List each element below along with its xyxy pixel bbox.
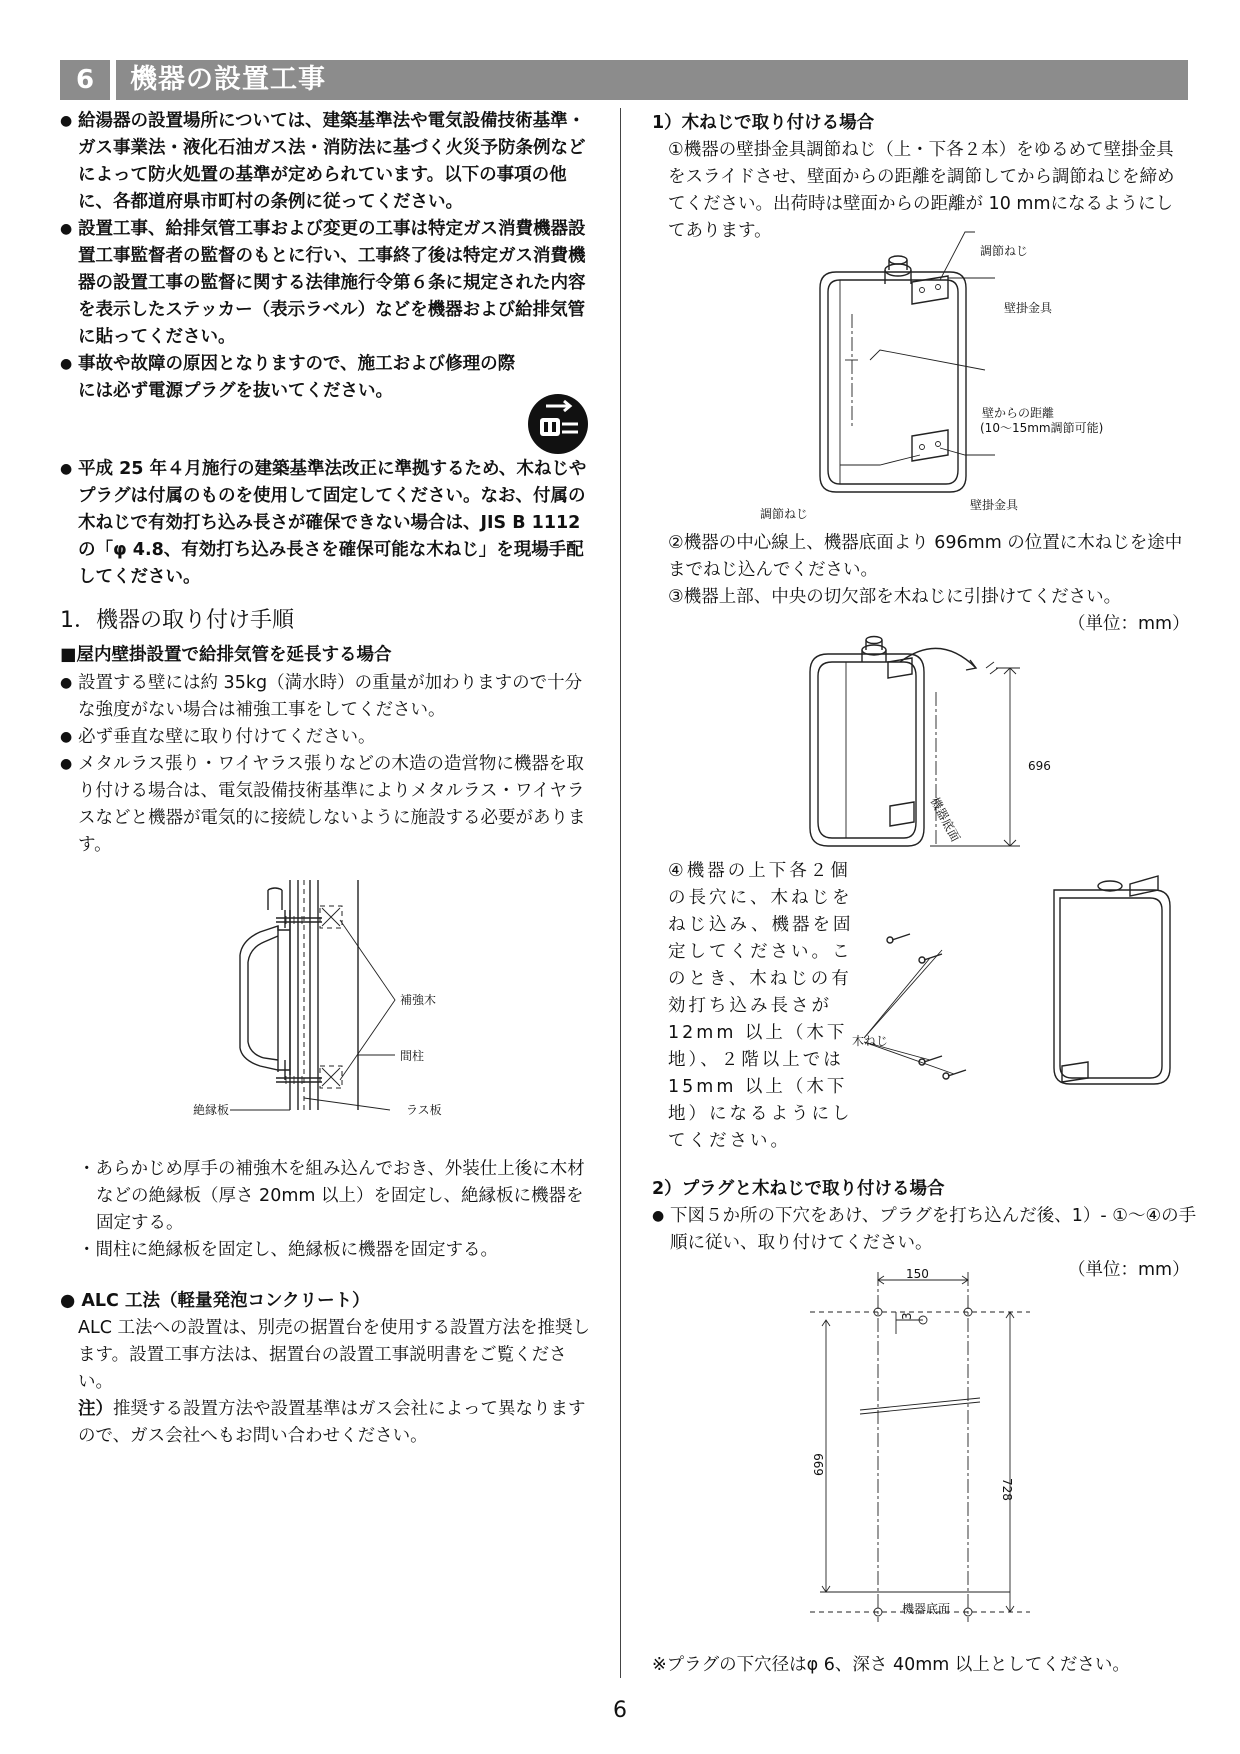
subheading-indoor-wall: ■屋内壁掛設置で給排気管を延長する場合: [60, 645, 392, 665]
label-adjust-screw-top: 調節ねじ: [980, 244, 1029, 258]
plug-hole-layout-diagram: [810, 1262, 1060, 1632]
section-title: 機器の設置工事: [130, 64, 326, 95]
heading-installation-procedure: 1．機器の取り付け手順: [60, 608, 294, 633]
label-adjust-screw-bottom: 調節ねじ: [760, 507, 809, 521]
alc-text: ALC 工法への設置は、別売の据置台を使用する設置方法を推奨します。設置工事方法は、据置台の設置工事説明書をご覧ください。: [78, 1318, 591, 1392]
label-wood-screw: 木ねじ: [852, 1034, 889, 1048]
left-column: [60, 108, 596, 405]
subheading-wood-screw: 1）木ねじで取り付ける場合: [652, 113, 875, 133]
label-bracket-bottom: 壁掛金具: [970, 498, 1019, 512]
column-divider: [620, 108, 621, 1678]
label-wall-distance: 壁からの距離: [982, 406, 1055, 420]
unit-label-1: （単位：mm）: [1068, 614, 1190, 634]
note-item: ・間柱に絶縁板を固定し、絶縁板に機器を固定する。: [78, 1240, 498, 1260]
notes-block: [78, 1156, 596, 1264]
label-dim-150: 150: [906, 1267, 929, 1281]
note-label: 注）: [78, 1399, 113, 1419]
procedure-list: [60, 670, 596, 859]
step-1: ①機器の壁掛金具調節ねじ（上・下各２本）をゆるめて壁掛金具をスライドさせ、壁面からの距離を調節してから調節ねじを締めてください。出荷時は壁面からの距離が 10 mmになるようにしてあります。: [668, 140, 1175, 241]
page-number: 6: [613, 1698, 627, 1723]
intro-paragraph-3: ● 事故や故障の原因となりますので、施工および修理の際には必ず電源プラグを抜いてください。: [60, 351, 518, 405]
alc-heading: ● ALC 工法（軽量発泡コンクリート）: [60, 1291, 370, 1311]
label-bottom-fig4: 機器底面: [902, 1602, 951, 1616]
label-insulator-board: 絶縁板: [193, 1103, 230, 1117]
label-lath-board: ラス板: [406, 1103, 442, 1117]
unplug-warning-icon: [526, 392, 590, 456]
hanging-diagram: [800, 632, 1060, 854]
footnote: ※プラグの下穴径はφ 6、深さ 40mm 以上としてください。: [652, 1655, 1130, 1675]
label-dim-699: 699: [812, 1453, 826, 1476]
note-text: 推奨する設置方法や設置基準はガス会社によって異なりますので、ガス会社へもお問い合わせください。: [78, 1399, 586, 1446]
label-dim-696: 696: [1028, 759, 1051, 773]
bracket-adjustment-diagram: [800, 250, 1180, 520]
label-bracket-top: 壁掛金具: [1004, 301, 1053, 315]
list-item: ● 必ず垂直な壁に取り付けてください。: [60, 724, 596, 751]
section-separator: [110, 60, 116, 100]
subheading-plug-screw: 2）プラグと木ねじで取り付ける場合: [652, 1179, 945, 1199]
section-number: 6: [60, 60, 110, 100]
label-wall-distance-range: (10～15mm調節可能): [980, 421, 1104, 435]
step-4: ④機器の上下各２個の長穴に、木ねじをねじ込み、機器を固定してください。このとき、木ねじの有効打ち込み長さが 12mm 以上（木下地）、２階以上では 15mm 以上（木下地）になるようにしてください。: [668, 861, 854, 1151]
note-item: ・あらかじめ厚手の補強木を組み込んでおき、外装仕上後に木材などの絶縁板（厚さ 20mm 以上）を固定し、絶縁板に機器を固定する。: [78, 1159, 585, 1233]
intro-paragraph-1: ● 給湯器の設置場所については、建築基準法や電気設備技術基準・ガス事業法・液化石油ガス法・消防法に基づく火災予防条例などによって防火処置の基準が定められています。以下の事項の他に、各都道府県市町村の条例に従ってください。: [60, 108, 596, 216]
intro-paragraph-2: ● 設置工事、給排気管工事および変更の工事は特定ガス消費機器設置工事監督者の監督のもとに行い、工事終了後は特定ガス消費機器の設置工事の監督に関する法律施行令第６条に規定された内容を表示したステッカー（表示ラベル）などを機器および給排気管に貼ってください。: [60, 216, 596, 351]
plug-instruction: ● 下図５か所の下穴をあけ、プラグを打ち込んだ後、1）- ①～④の手順に従い、取り付けてください。: [652, 1203, 1206, 1257]
alc-note: [78, 1396, 596, 1450]
step-2: ②機器の中心線上、機器底面より 696mm の位置に木ねじを途中までねじ込んでください。: [668, 533, 1183, 580]
label-stud: 間柱: [400, 1049, 425, 1063]
fixing-screw-diagram: [870, 870, 1180, 1090]
label-bottom-fig2: 機器底面: [927, 795, 963, 844]
label-reinforcement-wood: 補強木: [400, 993, 437, 1007]
list-item: ● メタルラス張り・ワイヤラス張りなどの木造の造営物に機器を取り付ける場合は、電気設備技術基準によりメタルラス・ワイヤラスなどと機器が電気的に接続しないように施設する必要があります。: [60, 751, 596, 859]
step-3: ③機器上部、中央の切欠部を木ねじに引掛けてください。: [668, 587, 1122, 607]
label-dim-3: 3: [900, 1312, 914, 1320]
label-dim-728: 728: [1000, 1478, 1014, 1501]
intro-paragraph-4: ● 平成 25 年４月施行の建築基準法改正に準拠するため、木ねじやプラグは付属のものを使用して固定してください。なお、付属の木ねじで有効打ち込み長さが確保できない場合は、JIS B 1112 の「φ 4.8、有効打ち込み長さを確保可能な木ねじ」を現場手配してください。: [60, 456, 596, 591]
wall-section-diagram: [190, 870, 500, 1110]
left-column-2: [60, 456, 596, 591]
unit-label-2: （単位：mm）: [1068, 1260, 1190, 1280]
list-item: ● 設置する壁には約 35kg（満水時）の重量が加わりますので十分な強度がない場合は補強工事をしてください。: [60, 670, 596, 724]
